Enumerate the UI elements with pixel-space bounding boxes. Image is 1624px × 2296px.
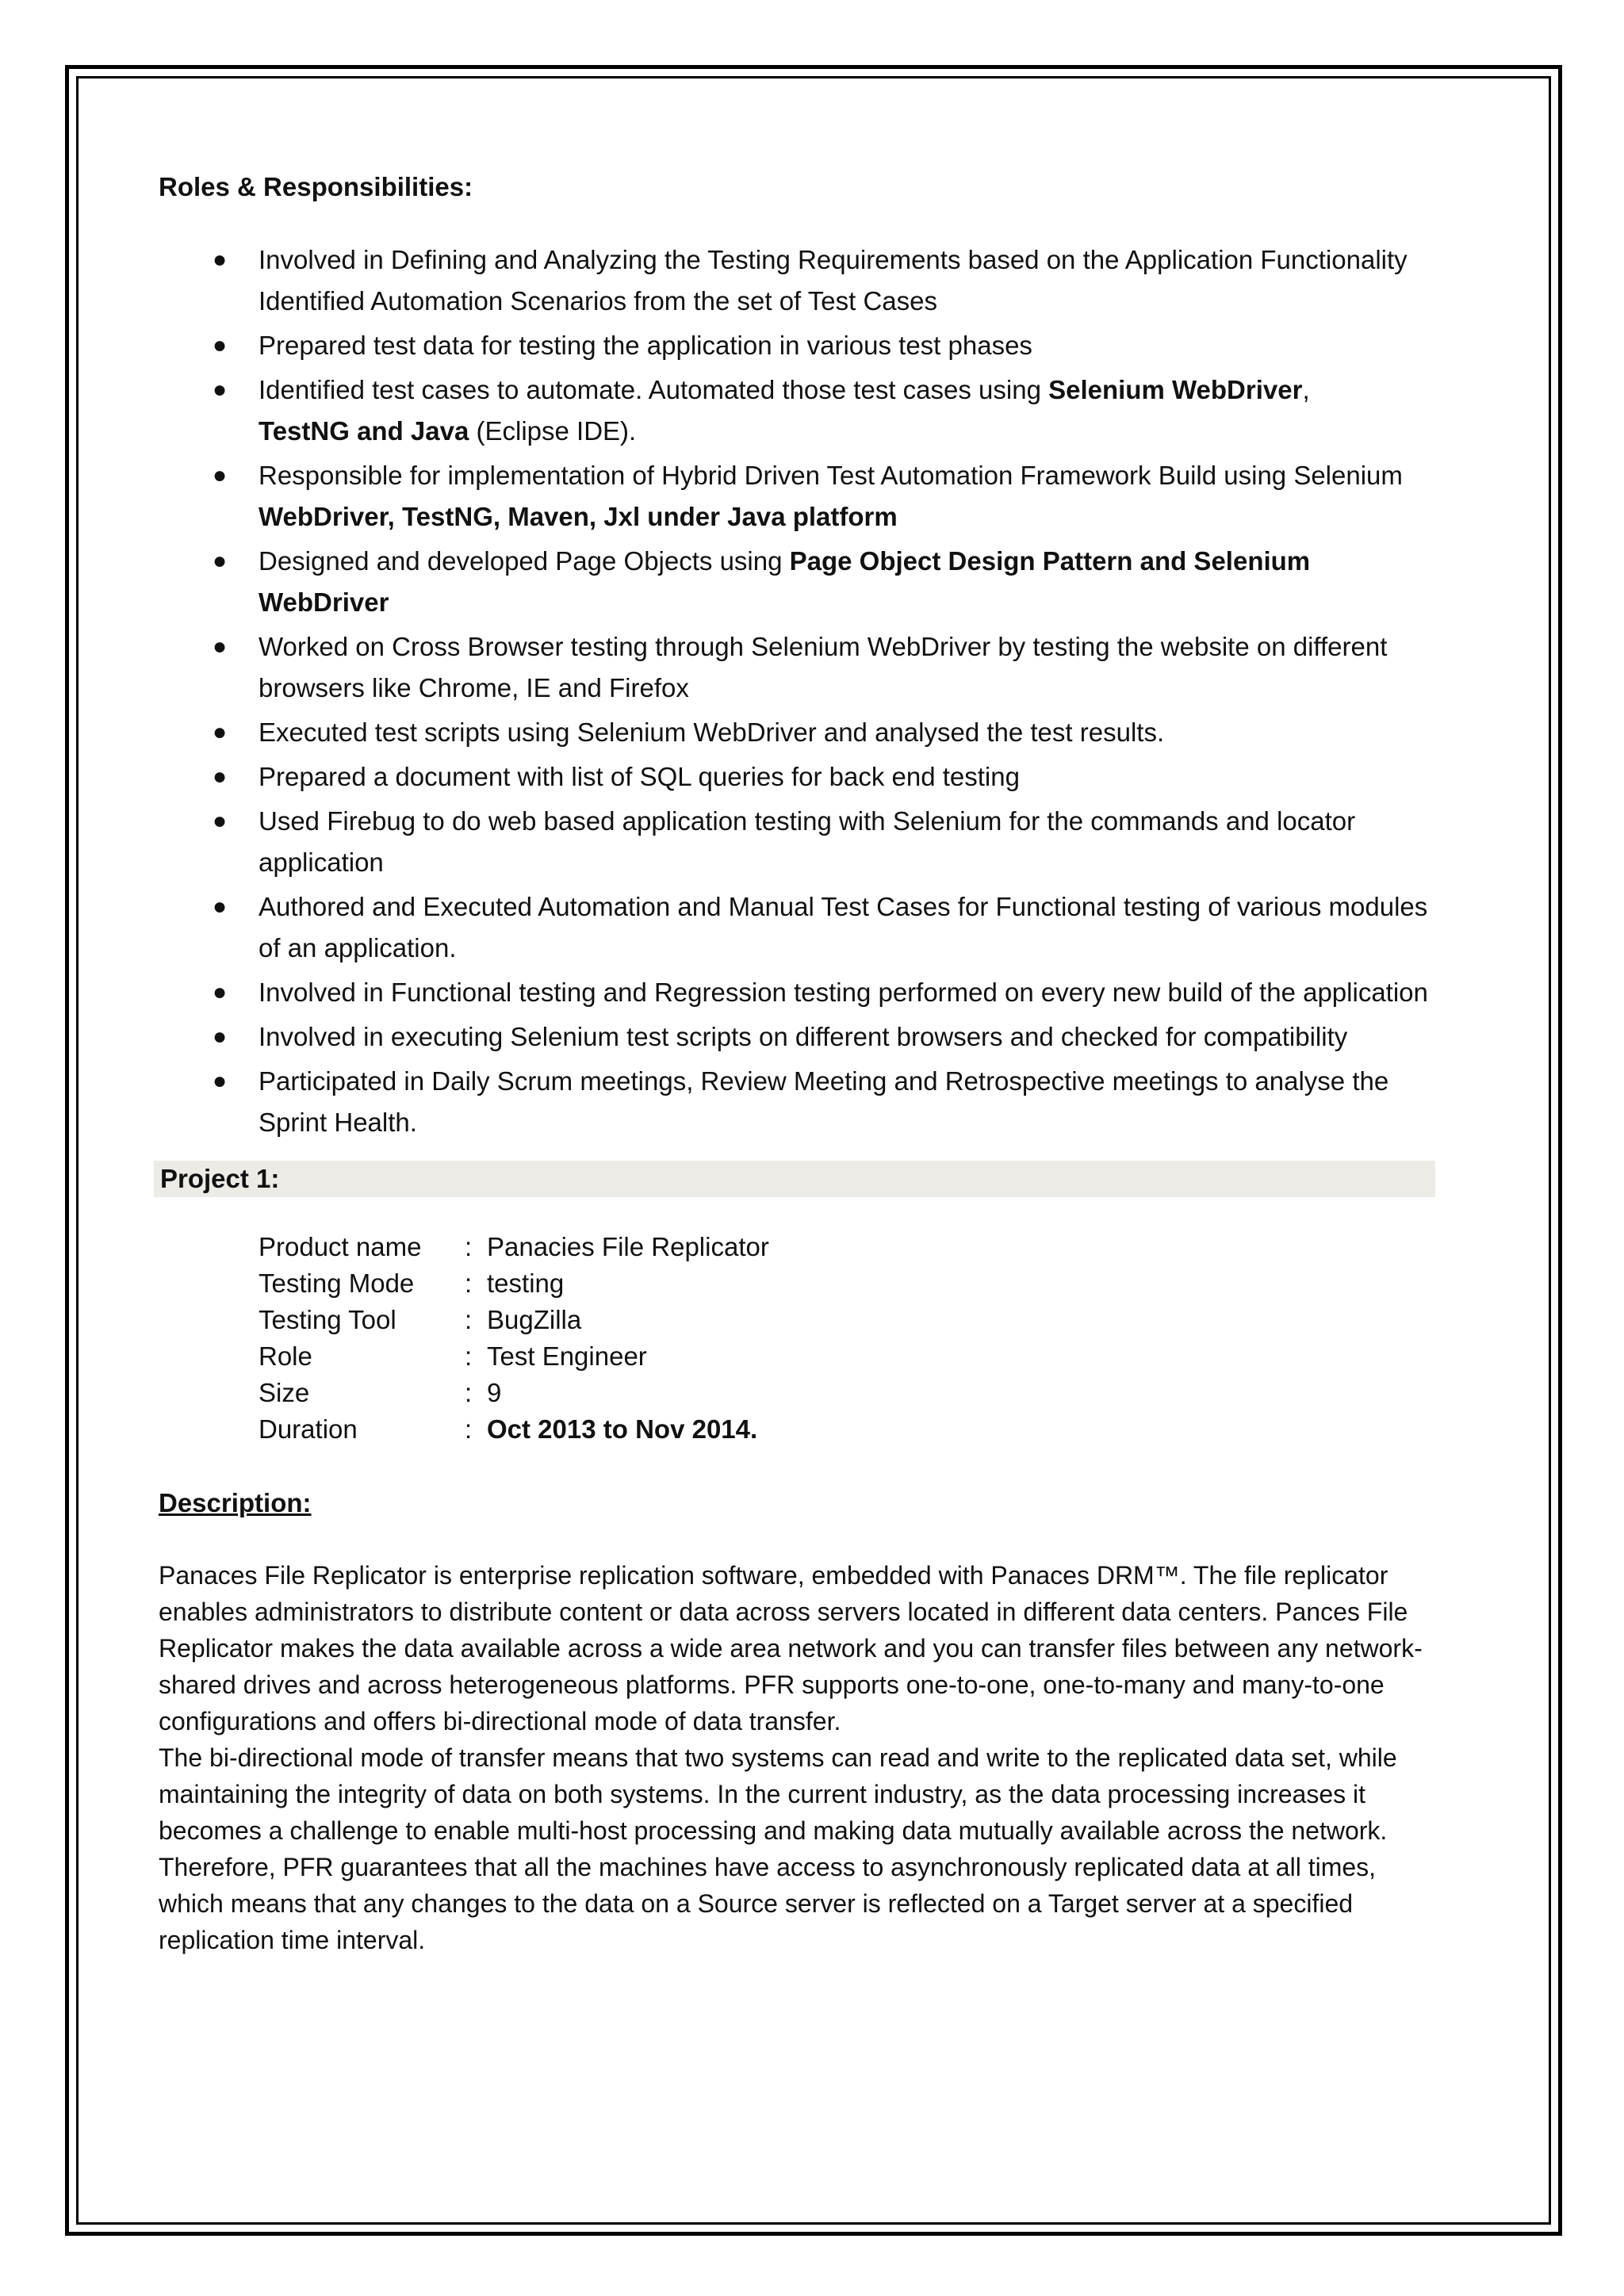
detail-separator: : [465, 1232, 473, 1261]
detail-value: BugZilla [487, 1305, 582, 1334]
description-paragraph: The bi-directional mode of transfer means that two systems can read and write to the replicated data set, while maintaining the integrity of data on both systems. In the current industry, as the data processing increases it becomes a challenge to enable multi-host processing and making data mutually available across the network. Therefore, PFR guarantees that all the machines have access to asynchronously replicated data at all times, which means that any changes to the data on a Source server is reflected on a Target server at a specified replication time interval. [159, 1743, 1397, 1954]
detail-row-size [259, 1375, 1435, 1411]
bullet-icon: ● [213, 548, 228, 574]
bullet-icon: ● [213, 247, 228, 273]
detail-key: Testing Tool [259, 1305, 396, 1334]
detail-value: 9 [487, 1378, 502, 1407]
bullet-icon: ● [213, 1024, 228, 1050]
detail-key: Size [259, 1378, 310, 1407]
detail-separator: : [465, 1378, 473, 1407]
project-heading-bar [154, 1161, 1435, 1197]
detail-value: Panacies File Replicator [487, 1232, 769, 1261]
description-paragraph: Panaces File Replicator is enterprise replication software, embedded with Panaces DRM™. The file replicator enables administrators to distribute content or data across servers located in different data centers. Pances File Replicator makes the data available across a wide area network and you can transfer files between any network-shared drives and across heterogeneous platforms. PFR supports one-to-one, one-to-many and many-to-one configurations and offers bi-directional mode of data transfer. [159, 1561, 1423, 1735]
list-item: ● Involved in Functional testing and Regression testing performed on every new build of the application [159, 972, 1435, 1013]
list-item: ● Prepared a document with list of SQL queries for back end testing [159, 756, 1435, 798]
list-item: ● Authored and Executed Automation and Manual Test Cases for Functional testing of various modules of an application. [159, 886, 1435, 969]
description-heading: Description: [159, 1488, 312, 1517]
page-content [159, 166, 1435, 1958]
detail-key: Role [259, 1341, 312, 1371]
detail-value: testing [487, 1269, 565, 1298]
list-item: ● Prepared test data for testing the application in various test phases [159, 325, 1435, 366]
detail-row-role [259, 1338, 1435, 1375]
bullet-icon: ● [213, 979, 228, 1005]
detail-row-testing-tool [259, 1302, 1435, 1338]
detail-separator: : [465, 1305, 473, 1334]
detail-value: Oct 2013 to Nov 2014. [487, 1414, 758, 1444]
detail-row-duration [259, 1411, 1435, 1448]
detail-value: Test Engineer [487, 1341, 647, 1371]
list-item: ● Executed test scripts using Selenium WebDriver and analysed the test results. [159, 712, 1435, 753]
list-item: ● Involved in Defining and Analyzing the Testing Requirements based on the Application Functionality Identified Automation Scenarios from the set of Test Cases [159, 239, 1435, 322]
bullet-icon: ● [213, 719, 228, 745]
list-item: ● Involved in executing Selenium test scripts on different browsers and checked for compatibility [159, 1016, 1435, 1058]
bullet-icon: ● [213, 633, 228, 660]
list-item: ● Designed and developed Page Objects using Page Object Design Pattern and Selenium WebDriver [159, 541, 1435, 623]
bullet-icon: ● [213, 377, 228, 403]
detail-separator: : [465, 1269, 473, 1298]
detail-separator: : [465, 1414, 473, 1444]
roles-list [159, 239, 1435, 1143]
list-item: ● Used Firebug to do web based application testing with Selenium for the commands and locator application [159, 801, 1435, 883]
detail-key: Duration [259, 1414, 358, 1444]
detail-row-testing-mode [259, 1265, 1435, 1302]
bullet-icon: ● [213, 894, 228, 920]
detail-key: Testing Mode [259, 1269, 415, 1298]
bullet-icon: ● [213, 462, 228, 488]
detail-key: Product name [259, 1232, 422, 1261]
project-heading: Project 1: [160, 1164, 280, 1193]
list-item: ● Participated in Daily Scrum meetings, Review Meeting and Retrospective meetings to analyse the Sprint Health. [159, 1061, 1435, 1143]
list-item: ● Responsible for implementation of Hybrid Driven Test Automation Framework Build using Selenium WebDriver, TestNG, Maven, Jxl under Java platform [159, 455, 1435, 538]
list-item: ● Worked on Cross Browser testing through Selenium WebDriver by testing the website on different browsers like Chrome, IE and Firefox [159, 626, 1435, 709]
description-body [159, 1557, 1435, 1958]
bullet-icon: ● [213, 808, 228, 834]
detail-row-product-name [259, 1229, 1435, 1265]
roles-heading: Roles & Responsibilities: [159, 172, 473, 201]
list-item: ● Identified test cases to automate. Automated those test cases using Selenium WebDriver, TestNG and Java (Eclipse IDE). [159, 369, 1435, 452]
bullet-icon: ● [213, 763, 228, 790]
bullet-icon: ● [213, 332, 228, 358]
project-details [259, 1229, 1435, 1448]
bullet-icon: ● [213, 1068, 228, 1094]
detail-separator: : [465, 1341, 473, 1371]
